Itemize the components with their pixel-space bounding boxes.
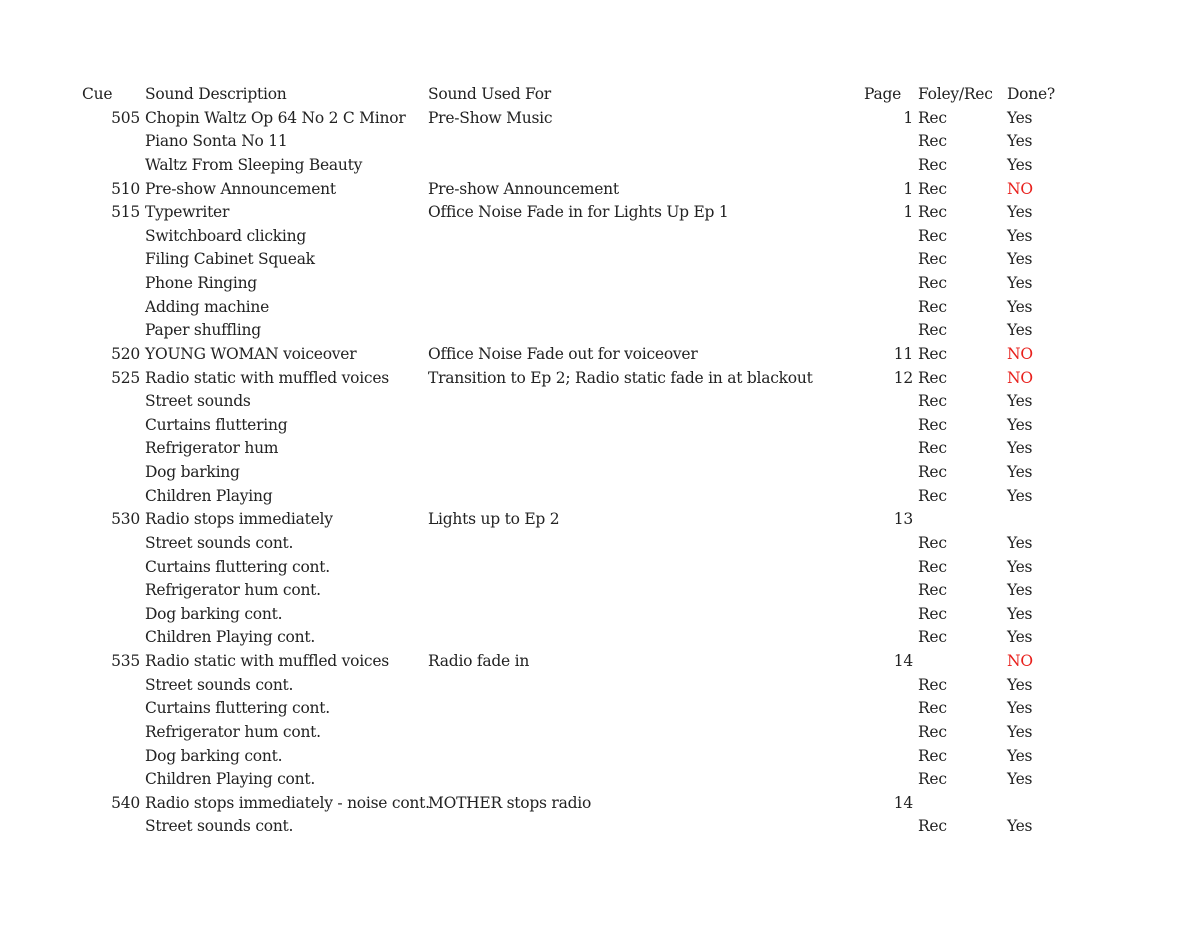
done-status: Yes bbox=[1007, 415, 1033, 434]
table-row bbox=[0, 532, 1200, 556]
cue-number: 525 bbox=[111, 368, 140, 387]
table-row bbox=[0, 201, 1200, 225]
foley-rec: Rec bbox=[918, 581, 947, 600]
table-row bbox=[0, 768, 1200, 792]
sound-description: Radio stops immediately bbox=[145, 510, 333, 529]
page-number: 14 bbox=[893, 652, 913, 670]
table-row bbox=[0, 745, 1200, 769]
sound-description: YOUNG WOMAN voiceover bbox=[145, 344, 357, 363]
sound-description: Switchboard clicking bbox=[145, 226, 307, 245]
table-row bbox=[0, 319, 1200, 343]
table-row bbox=[0, 248, 1200, 272]
table-row bbox=[0, 508, 1200, 532]
page-number: 1 bbox=[903, 179, 913, 198]
sound-description: Filing Cabinet Squeak bbox=[145, 250, 315, 269]
sound-description: Curtains fluttering bbox=[145, 415, 288, 434]
sound-description: Paper shuffling bbox=[145, 321, 261, 340]
done-status: Yes bbox=[1007, 132, 1033, 151]
foley-rec: Rec bbox=[918, 675, 947, 694]
done-status: NO bbox=[1007, 344, 1033, 363]
done-status: Yes bbox=[1007, 226, 1033, 245]
table-row bbox=[0, 414, 1200, 438]
sound-used-for: Transition to Ep 2; Radio static fade in at blackout bbox=[428, 368, 813, 387]
table-row bbox=[0, 485, 1200, 509]
foley-rec: Rec bbox=[918, 533, 947, 552]
foley-rec: Rec bbox=[918, 628, 947, 647]
foley-rec: Rec bbox=[918, 392, 947, 411]
sound-description: Dog barking cont. bbox=[145, 604, 283, 623]
table-row bbox=[0, 107, 1200, 131]
done-status: Yes bbox=[1007, 155, 1033, 174]
done-status: Yes bbox=[1007, 486, 1033, 505]
done-status: Yes bbox=[1007, 250, 1033, 269]
cue-number: 515 bbox=[111, 203, 140, 222]
table-row bbox=[0, 650, 1200, 674]
foley-rec: Rec bbox=[918, 770, 947, 789]
foley-rec: Rec bbox=[918, 415, 947, 434]
done-status: Yes bbox=[1007, 581, 1033, 600]
done-status: Yes bbox=[1007, 770, 1033, 789]
table-row bbox=[0, 792, 1200, 816]
table-row bbox=[0, 815, 1200, 839]
foley-rec: Rec bbox=[918, 486, 947, 505]
foley-rec: Rec bbox=[918, 368, 947, 387]
table-row bbox=[0, 674, 1200, 698]
sound-description: Phone Ringing bbox=[145, 274, 257, 292]
table-row bbox=[0, 367, 1200, 391]
foley-rec: Rec bbox=[918, 155, 947, 174]
done-status: Yes bbox=[1007, 722, 1033, 741]
table-row bbox=[0, 437, 1200, 461]
sound-description: Refrigerator hum cont. bbox=[145, 581, 321, 600]
sound-used-for: Pre-Show Music bbox=[428, 108, 553, 127]
foley-rec: Rec bbox=[918, 463, 947, 481]
done-status: Yes bbox=[1007, 203, 1033, 222]
page-number: 13 bbox=[893, 510, 913, 529]
foley-rec: Rec bbox=[918, 179, 947, 198]
sound-description: Street sounds cont. bbox=[145, 533, 294, 552]
sound-description: Typewriter bbox=[145, 203, 230, 222]
sound-description: Children Playing cont. bbox=[145, 628, 315, 647]
sound-description: Refrigerator hum bbox=[145, 439, 279, 458]
cue-number: 505 bbox=[111, 108, 140, 127]
header-sound-description: Sound Description bbox=[145, 85, 287, 103]
sound-used-for: Office Noise Fade out for voiceover bbox=[428, 344, 698, 363]
page-number: 1 bbox=[903, 203, 913, 222]
page-number: 12 bbox=[893, 368, 913, 387]
foley-rec: Rec bbox=[918, 297, 947, 316]
done-status: Yes bbox=[1007, 108, 1033, 127]
header-foley-rec: Foley/Rec bbox=[918, 85, 993, 103]
cue-number: 540 bbox=[111, 793, 140, 812]
done-status: Yes bbox=[1007, 604, 1033, 623]
cue-number: 535 bbox=[111, 652, 140, 670]
page-number: 1 bbox=[903, 108, 913, 127]
foley-rec: Rec bbox=[918, 250, 947, 269]
header-row bbox=[0, 83, 1200, 107]
sound-description: Street sounds cont. bbox=[145, 817, 294, 836]
sound-description: Street sounds bbox=[145, 392, 251, 411]
done-status: Yes bbox=[1007, 557, 1033, 576]
done-status: Yes bbox=[1007, 297, 1033, 316]
foley-rec: Rec bbox=[918, 604, 947, 623]
sound-description: Radio static with muffled voices bbox=[145, 652, 389, 670]
table-row bbox=[0, 721, 1200, 745]
cue-number: 510 bbox=[111, 179, 140, 198]
table-row bbox=[0, 579, 1200, 603]
sound-description: Pre-show Announcement bbox=[145, 179, 336, 198]
sound-description: Children Playing cont. bbox=[145, 770, 315, 789]
done-status: Yes bbox=[1007, 392, 1033, 411]
sound-description: Children Playing bbox=[145, 486, 273, 505]
foley-rec: Rec bbox=[918, 321, 947, 340]
sound-description: Piano Sonta No 11 bbox=[145, 132, 288, 151]
table-row bbox=[0, 343, 1200, 367]
sound-description: Radio stops immediately - noise cont. bbox=[145, 793, 430, 812]
done-status: Yes bbox=[1007, 321, 1033, 340]
table-row bbox=[0, 626, 1200, 650]
foley-rec: Rec bbox=[918, 699, 947, 718]
sound-used-for: Lights up to Ep 2 bbox=[428, 510, 560, 529]
table-row bbox=[0, 390, 1200, 414]
table-row bbox=[0, 154, 1200, 178]
header-page: Page bbox=[864, 85, 902, 103]
cue-number: 520 bbox=[111, 344, 140, 363]
sound-used-for: MOTHER stops radio bbox=[428, 793, 592, 812]
cue-number: 530 bbox=[111, 510, 140, 529]
sound-description: Waltz From Sleeping Beauty bbox=[145, 155, 363, 174]
header-done: Done? bbox=[1007, 85, 1055, 103]
done-status: Yes bbox=[1007, 439, 1033, 458]
sound-description: Curtains fluttering cont. bbox=[145, 699, 330, 718]
sound-description: Adding machine bbox=[145, 297, 270, 316]
table-row bbox=[0, 697, 1200, 721]
sound-description: Refrigerator hum cont. bbox=[145, 722, 321, 741]
foley-rec: Rec bbox=[918, 203, 947, 222]
done-status: Yes bbox=[1007, 746, 1033, 765]
sound-description: Chopin Waltz Op 64 No 2 C Minor bbox=[145, 108, 406, 127]
foley-rec: Rec bbox=[918, 557, 947, 576]
done-status: Yes bbox=[1007, 463, 1033, 481]
done-status: Yes bbox=[1007, 628, 1033, 647]
done-status: Yes bbox=[1007, 817, 1033, 836]
foley-rec: Rec bbox=[918, 439, 947, 458]
page-number: 14 bbox=[893, 793, 913, 812]
cue-rows bbox=[0, 107, 1200, 839]
foley-rec: Rec bbox=[918, 132, 947, 151]
foley-rec: Rec bbox=[918, 722, 947, 741]
done-status: NO bbox=[1007, 368, 1033, 387]
table-row bbox=[0, 556, 1200, 580]
header-sound-used-for: Sound Used For bbox=[428, 85, 551, 103]
sound-used-for: Pre-show Announcement bbox=[428, 179, 619, 198]
table-row bbox=[0, 225, 1200, 249]
done-status: Yes bbox=[1007, 699, 1033, 718]
done-status: Yes bbox=[1007, 274, 1033, 292]
foley-rec: Rec bbox=[918, 274, 947, 292]
sound-used-for: Office Noise Fade in for Lights Up Ep 1 bbox=[428, 203, 729, 222]
done-status: NO bbox=[1007, 652, 1033, 670]
sound-description: Curtains fluttering cont. bbox=[145, 557, 330, 576]
foley-rec: Rec bbox=[918, 746, 947, 765]
done-status: NO bbox=[1007, 179, 1033, 198]
page-number: 11 bbox=[893, 344, 913, 363]
table-row bbox=[0, 178, 1200, 202]
foley-rec: Rec bbox=[918, 344, 947, 363]
sound-description: Dog barking cont. bbox=[145, 746, 283, 765]
table-row bbox=[0, 130, 1200, 154]
foley-rec: Rec bbox=[918, 817, 947, 836]
sound-description: Street sounds cont. bbox=[145, 675, 294, 694]
table-row bbox=[0, 461, 1200, 485]
table-row bbox=[0, 603, 1200, 627]
sound-cue-sheet bbox=[0, 83, 1200, 839]
sound-used-for: Radio fade in bbox=[428, 652, 530, 670]
sound-description: Dog barking bbox=[145, 463, 240, 481]
foley-rec: Rec bbox=[918, 226, 947, 245]
done-status: Yes bbox=[1007, 675, 1033, 694]
foley-rec: Rec bbox=[918, 108, 947, 127]
done-status: Yes bbox=[1007, 533, 1033, 552]
header-cue: Cue bbox=[82, 85, 113, 103]
table-row bbox=[0, 272, 1200, 296]
table-row bbox=[0, 296, 1200, 320]
sound-description: Radio static with muffled voices bbox=[145, 368, 389, 387]
